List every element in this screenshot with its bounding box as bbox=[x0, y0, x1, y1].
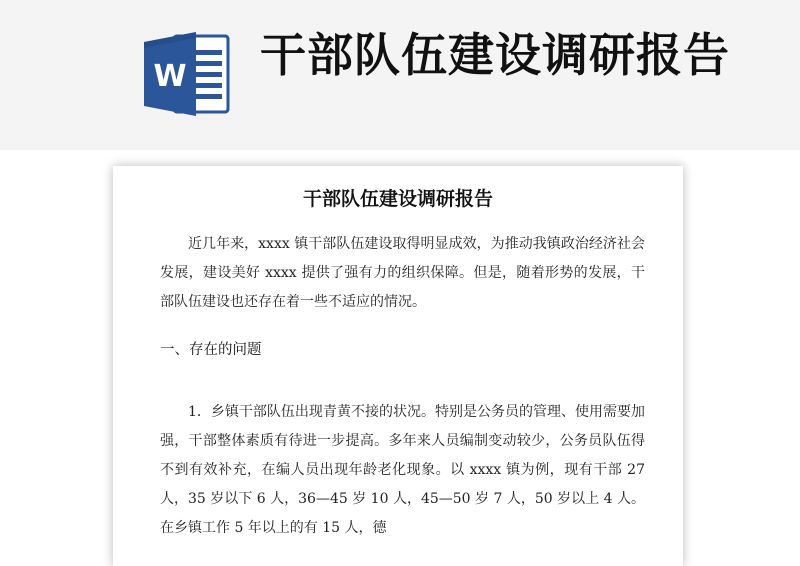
intro-paragraph: 近几年来，xxxx 镇干部队伍建设取得明显成效，为推动我镇政治经济社会发展，建设美好 xxxx 提供了强有力的组织保障。但是，随着形势的发展，干部队伍建设也还存在着一些不适应的情况。 bbox=[160, 236, 645, 310]
word-icon-letter: W bbox=[153, 59, 187, 94]
word-document-icon bbox=[140, 28, 232, 120]
banner bbox=[0, 0, 800, 150]
banner-title: 干部队伍建设调研报告 bbox=[260, 28, 730, 82]
problem-paragraph: 1．乡镇干部队伍出现青黄不接的状况。特别是公务员的管理、使用需要加强，干部整体素质有待进一步提高。多年来人员编制变动较少，公务员队伍得不到有效补充，在编人员出现年龄老化现象。以 xxxx 镇为例，现有干部 27 人，35 岁以下 6 人，36—45 岁 10 人，45—50 岁 7 人，50 岁以上 4 人。在乡镇工作 5 年以上的有 15 人，德 bbox=[160, 404, 645, 536]
document-title: 干部队伍建设调研报告 bbox=[302, 188, 493, 210]
section-heading: 一、存在的问题 bbox=[160, 342, 262, 358]
document-page bbox=[113, 166, 683, 566]
